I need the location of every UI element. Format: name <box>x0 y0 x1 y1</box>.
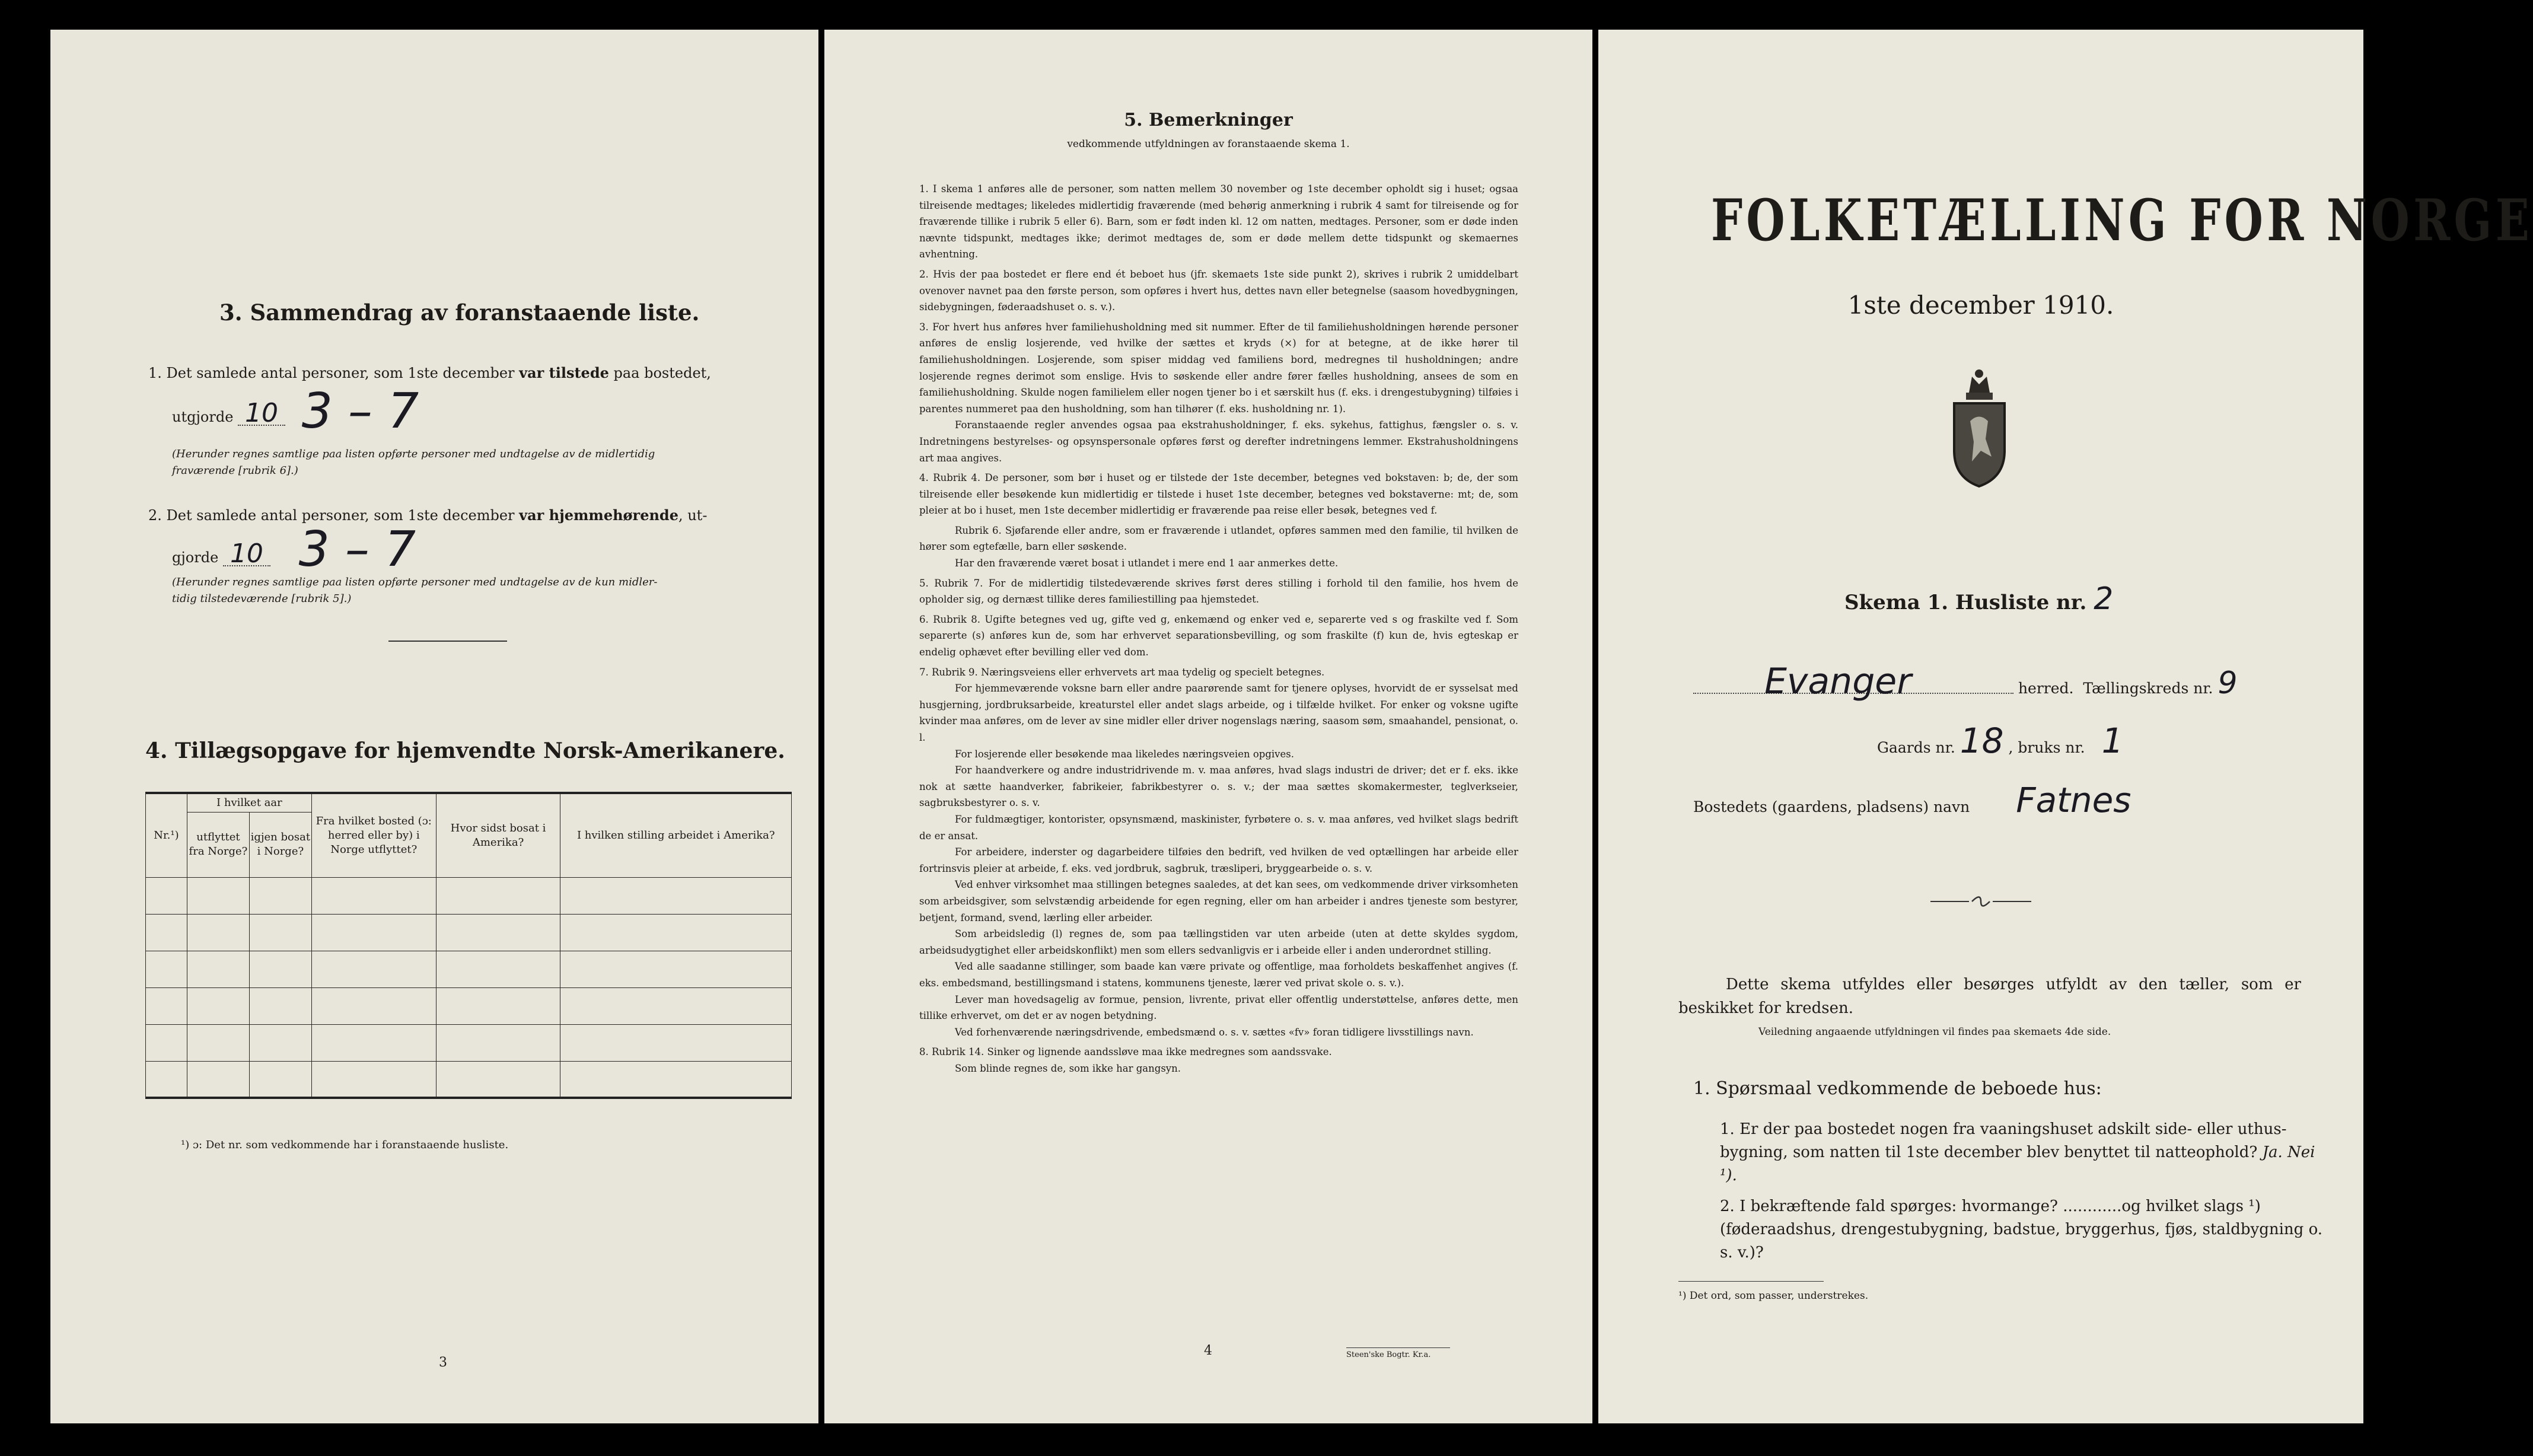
bosted-handwritten: Fatnes <box>2016 780 2131 820</box>
gaards-line: Gaards nr. 18 , bruks nr. 1 <box>1877 721 2124 761</box>
col-utflyttet: utflyttet fra Norge? <box>187 812 249 877</box>
herred-handwritten: Evanger <box>1693 670 2013 694</box>
table-row <box>146 951 792 987</box>
bosted-line: Bostedets (gaardens, pladsens) navn Fatnes <box>1693 780 2131 820</box>
table-row <box>146 987 792 1024</box>
herred-line: Evanger herred. Tællingskreds nr. 9 <box>1693 670 2346 700</box>
census-title: FOLKETÆLLING FOR NORGE <box>1711 187 2533 254</box>
question-2: 2. I bekræftende fald spørges: hvormange? ............og hvilket slags ¹) (føderaadshus, drengestubygning, badstue, bryggerhus, fjøs, staldbygning o. s. v.)? <box>1720 1197 2323 1261</box>
section4-title: 4. Tillægsopgave for hjemvendte Norsk-Amerikanere. <box>145 738 785 763</box>
summary-item-1-note: (Herunder regnes samtlige paa listen opførte personer med undtagelse av de midlertidig fraværende [rubrik 6].) <box>172 448 655 477</box>
col-sidst-bosat: Hvor sidst bosat i Amerika? <box>436 793 560 877</box>
summary-item-1-line2: utgjorde 10 3 – 7 <box>172 383 419 439</box>
table-row <box>146 877 792 914</box>
remark-6: 6. Rubrik 8. Ugifte betegnes ved ug, gifte ved g, enkemænd og enker ved e, separerte ved s og fraskilte ved f. Som separerte (s) anføres kun de, som har erhvervet separationsbevilling, og som fraskilte (f) kun de, hvis egteskap er endelig ophævet efter bevilling eller ved dom. <box>919 613 1518 658</box>
remark-2: 2. Hvis der paa bostedet er flere end ét beboet hus (jfr. skemaets 1ste side punkt 2), skrives i rubrik 2 umiddelbart ovenover navnet paa den første person, som opføres i hvert hus, dettes navn eller betegnelse (saasom hovedbygningen, sidebygningen, føderaadshuset o. s. v.). <box>919 268 1518 313</box>
col-hvilket-aar: I hvilket aar <box>187 793 311 812</box>
remark-7h: Ved alle saadanne stillinger, som baade kan være private og offentlige, maa forholdets beskaffenhet angives (f. eks. embedsmand, bestillingsmand i statens, kommunens tjeneste, lærer ved privat skole o. s. v.). <box>919 961 1518 989</box>
right-page <box>1598 30 2533 1423</box>
kreds-handwritten: 9 <box>2217 665 2238 701</box>
remark-7f: Ved enhver virksomhet maa stillingen betegnes saaledes, at det kan sees, om vedkommende driver virksomheten som arbeidsgiver, som selvstændig arbeidende for egen regning, eller om han arbeider i andres tjeneste som bestyrer, betjent, formand, svend, lærling eller arbeider. <box>919 879 1518 923</box>
left-page <box>50 30 818 1423</box>
table-row <box>146 914 792 951</box>
remark-4b: Rubrik 6. Sjøfarende eller andre, som er fraværende i utlandet, opføres sammen med den familie, til hvilken de hører som egtefælle, barn eller søskende. <box>919 524 1518 553</box>
table-row <box>146 1061 792 1098</box>
intro-text: Dette skema utfyldes eller besørges utfyldt av den tæller, som er beskikket for kredsen. <box>1678 976 2301 1017</box>
census-date: 1ste december 1910. <box>1847 291 2114 320</box>
remark-7b: For losjerende eller besøkende maa likeledes næringsveien opgives. <box>955 748 1294 760</box>
col-igjen: igjen bosat i Norge? <box>249 812 311 877</box>
footnote: ¹) Det ord, som passer, understrekes. <box>1678 1290 1869 1302</box>
remark-7e: For arbeidere, inderster og dagarbeidere tilføies den bedrift, ved hvilken de ved optællingen har arbeide eller fortrinsvis pleier at arbeide, f. eks. ved jordbruk, sagbruk, træsliperi, bryggearbeide o. s. v. <box>919 846 1518 874</box>
question-1: 1. Er der paa bostedet nogen fra vaaningshuset adskilt side- eller uthus-bygning, som natten til 1ste december blev benyttet til natteophold? Ja. Nei ¹). <box>1720 1120 2315 1184</box>
remarks-title: 5. Bemerkninger <box>1124 110 1293 130</box>
present-count-handwritten: 10 <box>238 402 285 426</box>
remark-7: 7. Rubrik 9. Næringsveiens eller erhvervets art maa tydelig og specielt betegnes. <box>919 666 1325 678</box>
remark-7j: Ved forhenværende næringsdrivende, embedsmænd o. s. v. sættes «fv» foran tidligere livsstillings navn. <box>955 1026 1474 1038</box>
remark-7i: Lever man hovedsagelig av formue, pension, livrente, privat eller offentlig understøttelse, anføres dette, men tillike erhvervet, om det er av nogen betydning. <box>919 993 1518 1022</box>
remark-7c: For haandverkere og andre industridrivende m. v. maa anføres, hvad slags industri de driver; det er f. eks. ikke nok at sætte haandverker, fabrikeier, fabrikbestyrer o. s. v.; der maa sættes skomakermester, teglverkseier, sagbruksbestyrer o. s. v. <box>919 764 1518 809</box>
remark-7d: For fuldmægtiger, kontorister, opsynsmænd, maskinister, fyrbøtere o. s. v. maa anføres, ved hvilket slags bedrift de er ansat. <box>919 813 1518 842</box>
table-row <box>146 1024 792 1061</box>
norsk-amerikanere-table <box>145 792 792 1099</box>
resident-count-handwritten: 10 <box>223 543 270 566</box>
remark-4: 4. Rubrik 4. De personer, som bør i huset og er tilstede der 1ste december, betegnes ved bokstaven: b; de, der som tilreisende eller besøkende kun midlertidig er tilstede i huset 1ste december, betegnes ved bokstaverne: mt; de, som pleier at bo i huset, men 1ste december midlertidig er fraværende paa reise eller besøk, betegnes ved f. <box>919 472 1518 517</box>
page-number-4: 4 <box>1204 1343 1212 1358</box>
present-split-handwritten: 3 – 7 <box>301 383 419 439</box>
footnote-rule <box>1678 1281 1824 1282</box>
summary-item-1: 1. Det samlede antal personer, som 1ste december var tilstede paa bostedet, <box>148 364 711 381</box>
remark-7g: Som arbeidsledig (l) regnes de, som paa tællingstiden var uten arbeide (uten at dette skyldes sygdom, arbeidsudygtighet eller arbeidskonflikt) men som ellers sedvanligvis er i arbeide eller i anden underordnet stilling. <box>919 928 1518 956</box>
question-heading: 1. Spørsmaal vedkommende de beboede hus: <box>1693 1078 2102 1099</box>
remark-3b: Foranstaaende regler anvendes ogsaa paa ekstrahusholdninger, f. eks. sykehus, fattighus, fængsler o. s. v. Indretningens bestyrelses- og opsynspersonale opføres først og derefter indretningens lemmer. Ekstrahusholdningens art maa angives. <box>919 419 1518 464</box>
remark-8: 8. Rubrik 14. Sinker og lignende aandssløve maa ikke medregnes som aandssvake. <box>919 1046 1332 1058</box>
summary-item-2: 2. Det samlede antal personer, som 1ste december var hjemmehørende, ut- <box>148 506 708 524</box>
norwegian-coat-of-arms-icon <box>1939 362 2019 489</box>
remark-4c: Har den fraværende været bosat i utlandet i mere end 1 aar anmerkes dette. <box>955 557 1339 569</box>
printer-mark: Steen'ske Bogtr. Kr.a. <box>1346 1347 1450 1359</box>
gaards-nr-handwritten: 18 <box>1960 721 2004 761</box>
summary-item-2-note: (Herunder regnes samtlige paa listen opførte personer med undtagelse av de kun midler- tidig tilstedeværende [rubrik 5].) <box>172 576 658 605</box>
section3-title: 3. Sammendrag av foranstaaende liste. <box>219 300 700 326</box>
col-nr: Nr.¹) <box>146 793 187 877</box>
page-number-3: 3 <box>439 1355 447 1370</box>
summary-item-2-line2: gjorde 10 3 – 7 <box>172 521 416 578</box>
remark-1: 1. I skema 1 anføres alle de personer, som natten mellem 30 november og 1ste december opholdt sig i huset; ogsaa tilreisende medtages; likeledes midlertidig fraværende (med behørig anmerkning i rubrik 4 samt for tilreisende og for fraværende tillike i rubrik 5 eller 6). Barn, som er født inden kl. 12 om natten, medtages. Personer, som er døde inden nævnte tidspunkt, medtages ikke; derimot medtages de, som er døde mellem dette tidspunkt og skemaernes avhentning. <box>919 183 1518 260</box>
skema-label: Skema 1. Husliste nr. 2 <box>1844 581 2114 617</box>
remark-7a: For hjemmeværende voksne barn eller andre paarørende samt for tjenere oplyses, hvorvidt de er sysselsat med husgjerning, jordbruksarbeide, kreaturstel eller andet slags arbeide, og i tilfælde hvilket. For enker og voksne ugifte kvinder maa anføres, om de lever av sine midler eller driver nogenslags næring, saasom søm, smaahandel, pensionat, o. l. <box>919 683 1518 743</box>
middle-page <box>824 30 1592 1423</box>
husliste-nr-handwritten: 2 <box>2094 581 2114 617</box>
ornament-divider-icon <box>1930 893 2031 910</box>
col-stilling: I hvilken stilling arbeidet i Amerika? <box>560 793 792 877</box>
resident-split-handwritten: 3 – 7 <box>298 521 416 578</box>
remark-5: 5. Rubrik 7. For de midlertidig tilstedeværende skrives først deres stilling i forhold til den familie, hos hvem de opholder sig, og dernæst tillike deres familiestilling paa hjemstedet. <box>919 577 1518 606</box>
divider <box>388 641 507 642</box>
intro-guidance: Veiledning angaaende utfyldningen vil findes paa skemaets 4de side. <box>1758 1026 2111 1038</box>
table-footnote: ¹) ɔ: Det nr. som vedkommende har i foranstaaende husliste. <box>181 1139 509 1151</box>
remarks-subtitle: vedkommende utfyldningen av foranstaaende skema 1. <box>1067 138 1350 150</box>
remark-3: 3. For hvert hus anføres hver familiehusholdning med sit nummer. Efter de til familiehusholdningen hørende personer anføres de enslig losjerende, ved hvilke der sættes et kryds (×) for at betegne, at de ikke hører til familiehusholdningen. Losjerende, som spiser middag ved familiens bord, medregnes til husholdningen; andre losjerende regnes derimot som enslige. Hvis to søskende eller andre fører fælles husholdning, ansees de som en familiehusholdning. Skulde nogen familielem eller nogen tjener bo i et særskilt hus (f. eks. i drengestubygning) tilføies i parentes nummeret paa den husholdning, som han tilhører (f. eks. husholdning nr. 1). <box>919 321 1518 415</box>
remarks-body <box>919 181 1518 1076</box>
bruks-nr-handwritten: 1 <box>2101 721 2124 761</box>
question-1-options: Ja. Nei ¹). <box>1720 1143 2315 1184</box>
remark-8b: Som blinde regnes de, som ikke har gangsyn. <box>955 1062 1181 1074</box>
col-fra-bosted: Fra hvilket bosted (ɔ: herred eller by) i Norge utflyttet? <box>311 793 436 877</box>
